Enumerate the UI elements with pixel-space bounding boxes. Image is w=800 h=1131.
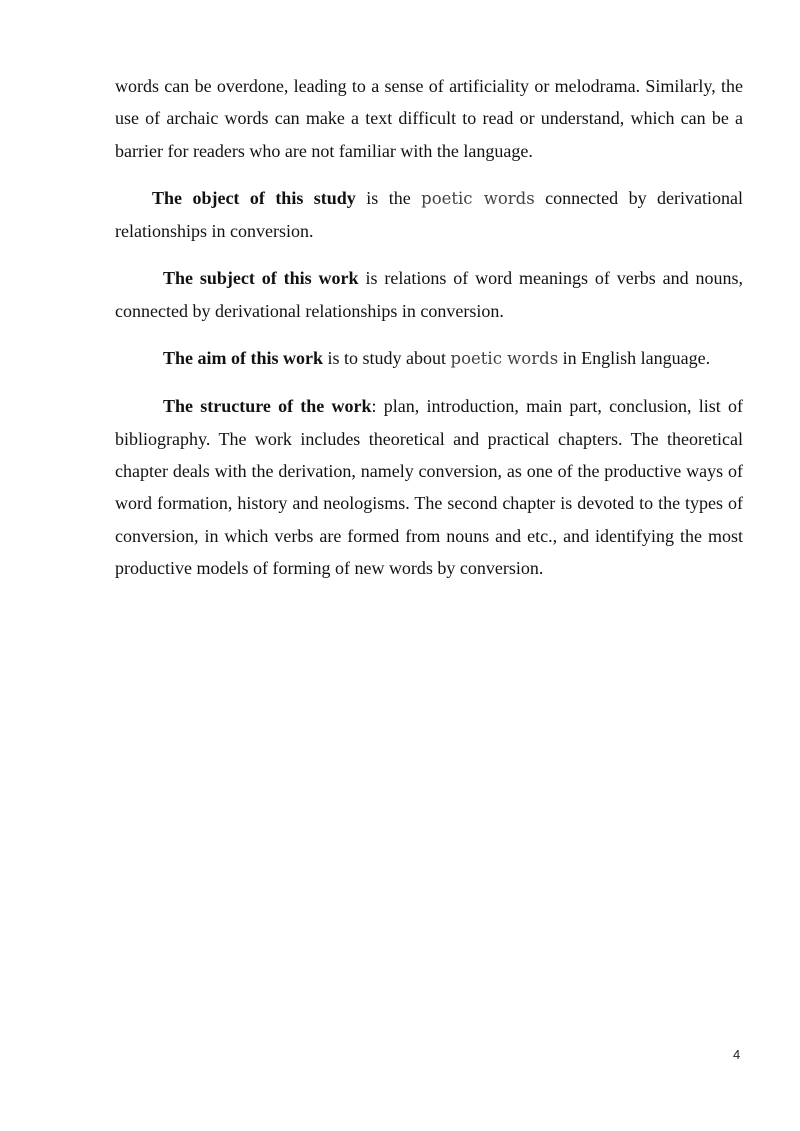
paragraph-structure-of-work [115,390,743,584]
object-text-pre: is the [355,187,422,208]
document-page [115,70,743,584]
structure-heading: The structure of the work [163,396,372,417]
aim-heading: The aim of this work [163,348,324,369]
aim-text-post: in English language. [558,348,711,369]
paragraph-object-of-study [115,182,743,248]
subject-heading: The subject of this work [163,268,359,289]
paragraph-archaic-words: words can be overdone, leading to a sense of artificiality or melodrama. Similarly, the use of archaic words can make a text difficult to read or understand, which can be a barrier for readers who are not familiar with the language. [115,76,743,161]
page-number: 4 [733,1047,741,1062]
object-heading: The object of this study [152,187,356,208]
aim-highlight: poetic words [450,349,559,369]
aim-text-pre: is to study about [323,348,451,369]
subject-text: is relations of word meanings of verbs and nouns, connected by derivational relationships in conversion. [115,268,743,321]
paragraph-subject-of-work [115,262,743,327]
structure-text: : plan, introduction, main part, conclusion, list of bibliography. The work includes theoretical and practical chapters. The theoretical chapter deals with the derivation, namely conversion, as one of the productive ways of word formation, history and neologisms. The second chapter is devoted to the types of conversion, in which verbs are formed from nouns and etc., and identifying the most productive models of forming of new words by conversion. [115,396,743,578]
object-highlight: poetic words [421,188,535,208]
paragraph-aim-of-work [115,342,743,375]
object-text-post: connected by derivational relationships in conversion. [115,187,743,242]
